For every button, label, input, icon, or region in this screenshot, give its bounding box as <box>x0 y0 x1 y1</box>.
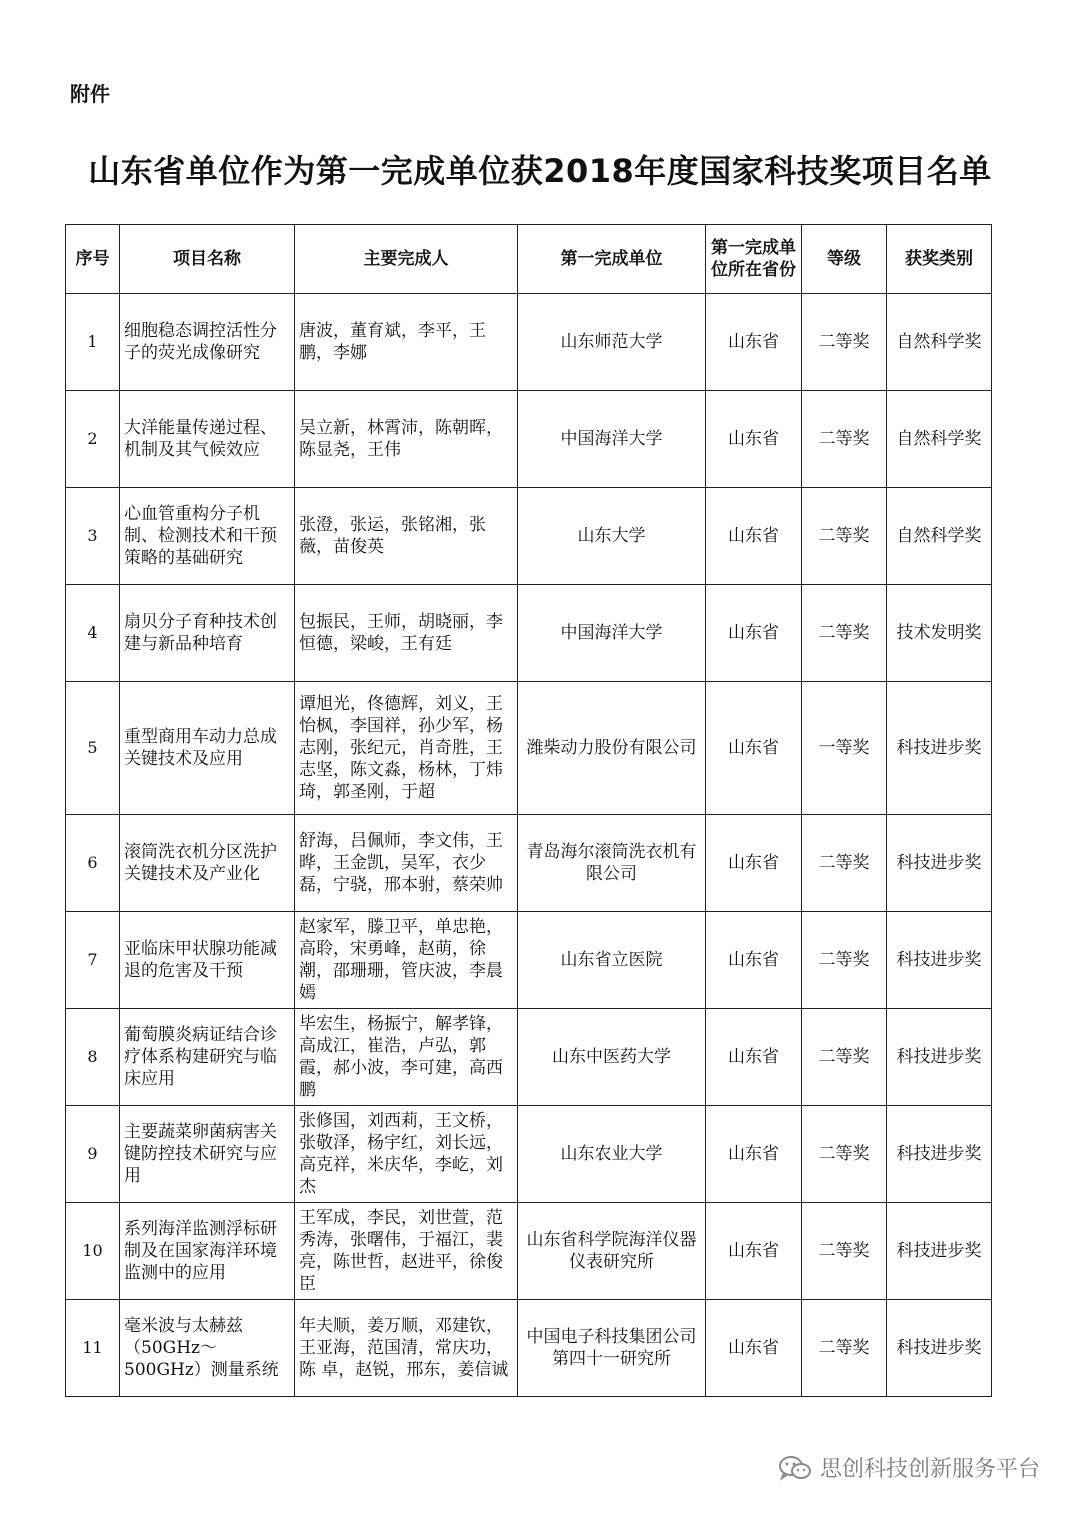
cell-people: 谭旭光，佟德辉，刘义，王怡枫，李国祥，孙少军，杨志刚，张纪元，肖奇胜，王志坚，陈文淼，杨林，丁炜琦，郭圣刚，于超 <box>295 682 518 815</box>
cell-people: 包振民，王师，胡晓丽，李恒德，梁峻，王有廷 <box>295 585 518 682</box>
cell-grade: 一等奖 <box>802 682 887 815</box>
cell-no: 11 <box>66 1300 120 1397</box>
header-province: 第一完成单位所在省份 <box>706 225 802 294</box>
cell-province: 山东省 <box>706 488 802 585</box>
cell-category: 科技进步奖 <box>887 1203 992 1300</box>
cell-grade: 二等奖 <box>802 1009 887 1106</box>
cell-project: 重型商用车动力总成关键技术及应用 <box>120 682 295 815</box>
cell-project: 细胞稳态调控活性分子的荧光成像研究 <box>120 294 295 391</box>
award-table <box>65 224 992 1397</box>
cell-people: 年夫顺，姜万顺，邓建钦，王亚海，范国清，常庆功，陈 卓，赵锐，邢东，姜信诚 <box>295 1300 518 1397</box>
cell-project: 系列海洋监测浮标研制及在国家海洋环境监测中的应用 <box>120 1203 295 1300</box>
table-header-row <box>66 225 992 294</box>
cell-grade: 二等奖 <box>802 294 887 391</box>
cell-province: 山东省 <box>706 682 802 815</box>
header-people: 主要完成人 <box>295 225 518 294</box>
cell-no: 5 <box>66 682 120 815</box>
cell-grade: 二等奖 <box>802 912 887 1009</box>
cell-no: 4 <box>66 585 120 682</box>
cell-no: 1 <box>66 294 120 391</box>
table-row <box>66 1106 992 1203</box>
cell-unit: 山东省立医院 <box>518 912 706 1009</box>
cell-people: 毕宏生，杨振宁，解孝锋，高成江，崔浩，卢弘，郭霞，郝小波，李可建，高西鹏 <box>295 1009 518 1106</box>
cell-unit: 中国海洋大学 <box>518 391 706 488</box>
cell-project: 主要蔬菜卵菌病害关键防控技术研究与应用 <box>120 1106 295 1203</box>
header-unit: 第一完成单位 <box>518 225 706 294</box>
cell-people: 张澄，张运，张铭湘，张薇，苗俊英 <box>295 488 518 585</box>
table-row <box>66 912 992 1009</box>
table-row <box>66 585 992 682</box>
cell-unit: 山东大学 <box>518 488 706 585</box>
cell-category: 科技进步奖 <box>887 1009 992 1106</box>
table-row <box>66 1300 992 1397</box>
table-row <box>66 488 992 585</box>
table-row <box>66 391 992 488</box>
cell-unit: 潍柴动力股份有限公司 <box>518 682 706 815</box>
cell-grade: 二等奖 <box>802 1300 887 1397</box>
cell-people: 舒海，吕佩师，李文伟，王晔，王金凯，吴军，衣少磊，宁骁，邢本驸，蔡荣帅 <box>295 815 518 912</box>
attachment-label: 附件 <box>70 82 110 106</box>
cell-no: 8 <box>66 1009 120 1106</box>
cell-unit: 青岛海尔滚筒洗衣机有限公司 <box>518 815 706 912</box>
cell-category: 科技进步奖 <box>887 1106 992 1203</box>
cell-province: 山东省 <box>706 1203 802 1300</box>
cell-unit: 山东师范大学 <box>518 294 706 391</box>
cell-grade: 二等奖 <box>802 488 887 585</box>
cell-grade: 二等奖 <box>802 391 887 488</box>
cell-category: 自然科学奖 <box>887 488 992 585</box>
cell-people: 赵家军，滕卫平，单忠艳，高聆，宋勇峰，赵萌，徐潮，邵珊珊，管庆波，李晨嫣 <box>295 912 518 1009</box>
cell-project: 毫米波与太赫兹（50GHz～500GHz）测量系统 <box>120 1300 295 1397</box>
header-project: 项目名称 <box>120 225 295 294</box>
header-no: 序号 <box>66 225 120 294</box>
cell-no: 2 <box>66 391 120 488</box>
cell-category: 科技进步奖 <box>887 1300 992 1397</box>
cell-no: 9 <box>66 1106 120 1203</box>
cell-category: 科技进步奖 <box>887 912 992 1009</box>
cell-people: 唐波，董育斌，李平，王鹏，李娜 <box>295 294 518 391</box>
wechat-icon <box>778 1455 812 1481</box>
cell-province: 山东省 <box>706 294 802 391</box>
cell-category: 技术发明奖 <box>887 585 992 682</box>
cell-unit: 中国电子科技集团公司第四十一研究所 <box>518 1300 706 1397</box>
cell-project: 心血管重构分子机制、检测技术和干预策略的基础研究 <box>120 488 295 585</box>
cell-unit: 山东农业大学 <box>518 1106 706 1203</box>
cell-grade: 二等奖 <box>802 1106 887 1203</box>
table-row <box>66 815 992 912</box>
cell-no: 3 <box>66 488 120 585</box>
table-row <box>66 1009 992 1106</box>
cell-unit: 山东中医药大学 <box>518 1009 706 1106</box>
cell-category: 科技进步奖 <box>887 682 992 815</box>
cell-category: 自然科学奖 <box>887 391 992 488</box>
cell-grade: 二等奖 <box>802 1203 887 1300</box>
cell-project: 亚临床甲状腺功能减退的危害及干预 <box>120 912 295 1009</box>
cell-province: 山东省 <box>706 1009 802 1106</box>
cell-province: 山东省 <box>706 1106 802 1203</box>
cell-people: 吴立新，林霄沛，陈朝晖，陈显尧，王伟 <box>295 391 518 488</box>
cell-people: 王军成，李民，刘世萱，范秀涛，张曙伟，于福江，裴亮，陈世哲，赵进平，徐俊臣 <box>295 1203 518 1300</box>
cell-province: 山东省 <box>706 391 802 488</box>
cell-province: 山东省 <box>706 815 802 912</box>
header-category: 获奖类别 <box>887 225 992 294</box>
cell-people: 张修国，刘西莉，王文桥，张敬泽，杨宇红，刘长远，高克祥，米庆华，李屹，刘杰 <box>295 1106 518 1203</box>
cell-project: 葡萄膜炎病证结合诊疗体系构建研究与临床应用 <box>120 1009 295 1106</box>
cell-province: 山东省 <box>706 585 802 682</box>
watermark <box>778 1452 1040 1483</box>
cell-unit: 中国海洋大学 <box>518 585 706 682</box>
cell-no: 7 <box>66 912 120 1009</box>
table-row <box>66 1203 992 1300</box>
cell-no: 10 <box>66 1203 120 1300</box>
watermark-text: 思创科技创新服务平台 <box>819 1457 1040 1482</box>
cell-province: 山东省 <box>706 1300 802 1397</box>
cell-category: 科技进步奖 <box>887 815 992 912</box>
cell-grade: 二等奖 <box>802 585 887 682</box>
cell-no: 6 <box>66 815 120 912</box>
header-grade: 等级 <box>802 225 887 294</box>
cell-unit: 山东省科学院海洋仪器仪表研究所 <box>518 1203 706 1300</box>
document-title: 山东省单位作为第一完成单位获2018年度国家科技奖项目名单 <box>88 152 992 190</box>
cell-category: 自然科学奖 <box>887 294 992 391</box>
table-row <box>66 294 992 391</box>
cell-project: 大洋能量传递过程、机制及其气候效应 <box>120 391 295 488</box>
cell-grade: 二等奖 <box>802 815 887 912</box>
cell-province: 山东省 <box>706 912 802 1009</box>
cell-project: 扇贝分子育种技术创建与新品种培育 <box>120 585 295 682</box>
table-row <box>66 682 992 815</box>
cell-project: 滚筒洗衣机分区洗护关键技术及产业化 <box>120 815 295 912</box>
